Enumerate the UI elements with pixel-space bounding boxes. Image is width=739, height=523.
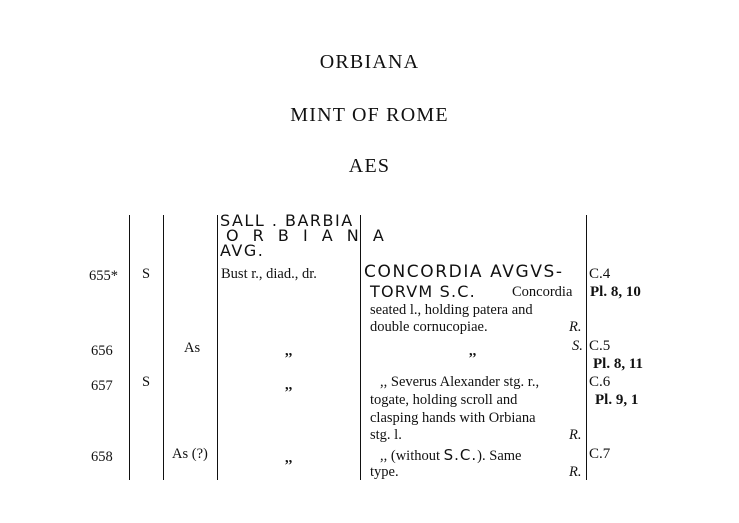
cohen-reference: C.7 <box>589 446 611 462</box>
metal-heading: AES <box>348 155 391 177</box>
catalog-number: 655* <box>89 268 118 284</box>
plate-reference: Pl. 8, 11 <box>593 356 644 372</box>
reverse-description: clasping hands with Orbiana <box>370 410 536 426</box>
denomination: As <box>184 340 201 356</box>
rarity: S. <box>572 338 583 354</box>
rarity: R. <box>569 319 582 335</box>
column-rule <box>163 215 164 480</box>
denomination: As (?) <box>172 446 208 462</box>
obverse-legend-line: O R B I A N A <box>226 226 389 245</box>
reverse-description: togate, holding scroll and <box>370 392 518 408</box>
page-title: ORBIANA <box>319 51 420 73</box>
reverse-description: Concordia <box>512 284 573 300</box>
reverse-description: double cornucopiae. <box>370 319 488 335</box>
reverse-description: type. <box>370 464 399 480</box>
obverse-ditto: ,, <box>285 450 293 466</box>
column-rule <box>129 215 130 480</box>
reverse-legend: TORVM S.C. <box>370 282 476 301</box>
obverse-ditto: ,, <box>285 343 293 359</box>
mint-mark: S <box>142 266 151 282</box>
plate-reference: Pl. 9, 1 <box>595 392 639 408</box>
reverse-description: ,, Severus Alexander stg. r., <box>380 374 540 390</box>
obverse-legend-line: SALL . BARBIA <box>220 211 354 230</box>
sc-mark: S.C. <box>443 446 478 464</box>
obverse-legend-line: AVG. <box>220 241 265 260</box>
plate-reference: Pl. 8, 10 <box>590 284 641 300</box>
obverse-ditto: ,, <box>285 377 293 393</box>
catalog-number: 658 <box>91 449 113 465</box>
column-rule <box>217 215 218 480</box>
reverse-description: seated l., holding patera and <box>370 302 533 318</box>
mint-heading: MINT OF ROME <box>290 104 449 126</box>
obverse-legend <box>220 213 388 258</box>
cohen-reference: C.5 <box>589 338 611 354</box>
reverse-ditto: ,, <box>469 343 477 359</box>
rarity: R. <box>569 427 582 443</box>
reverse-text: ). Same <box>477 448 522 464</box>
reverse-legend: CONCORDIA AVGVS- <box>364 262 564 282</box>
mint-mark: S <box>142 374 151 390</box>
rarity: R. <box>569 464 582 480</box>
reverse-description: stg. l. <box>370 427 402 443</box>
obverse-description: Bust r., diad., dr. <box>221 266 317 282</box>
cohen-reference: C.4 <box>589 266 611 282</box>
reverse-description <box>380 446 521 465</box>
reverse-text: ,, (without <box>380 448 441 464</box>
column-rule <box>586 215 587 480</box>
catalog-number: 657 <box>91 378 113 394</box>
catalog-number: 656 <box>91 343 113 359</box>
cohen-reference: C.6 <box>589 374 611 390</box>
